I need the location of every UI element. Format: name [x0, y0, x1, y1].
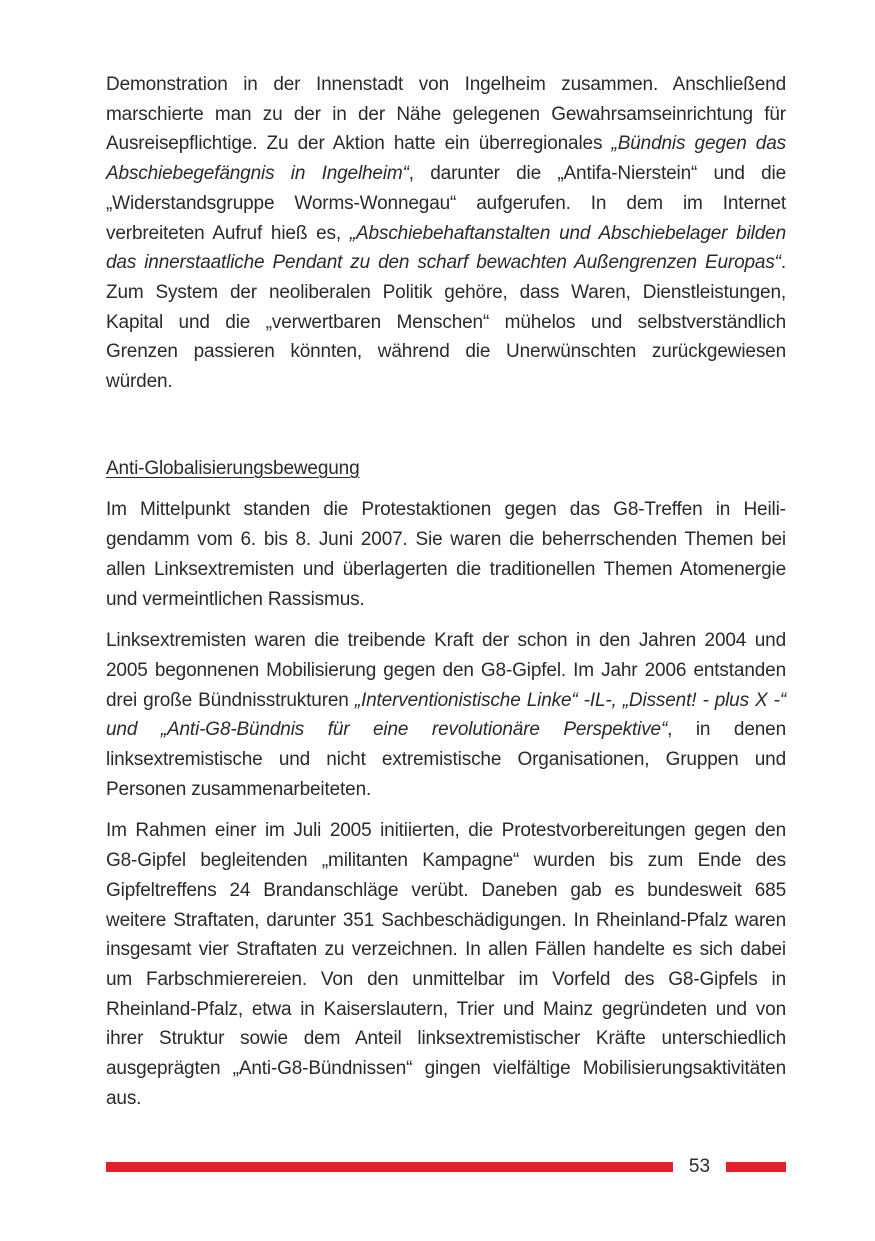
quote-buendnis: „Bündnis gegen das Abschiebegefängnis in Ingelheim“ — [106, 133, 786, 185]
paragraph-text: Linksextremisten waren die treibende Kraft der schon in den Jahren 2004 und 2005 begonnenen Mobilisierung gegen den G8-Gipfel. Im Jahr 2006 entstanden drei große Bündnisstrukturen — [106, 630, 786, 711]
paragraph-mobilisierung — [106, 626, 786, 804]
page-number: 53 — [688, 1156, 711, 1177]
footer-bar-right — [726, 1162, 786, 1172]
page-footer — [106, 1152, 786, 1182]
quote-buendnisstrukturen: „Interventionistische Linke“ -IL-, „Dissent! - plus X -“ und „Anti-G8-Bündnis für eine revolutionäre Perspektive“ — [106, 689, 786, 741]
paragraph-text: , in denen linksextremistische und nicht extremistische Organisationen, Gruppen und Personen zusammenarbeiteten. — [106, 719, 786, 800]
paragraph-militante-kampagne: Im Rahmen einer im Juli 2005 initiierten, die Protestvorbereitungen gegen den G8-Gipfel begleitenden „militanten Kampagne“ wurden bis zum Ende des Gipfeltreffens 24 Brandanschläge verübt. Daneben gab es bundesweit 685 weitere Straftaten, darunter 351 Sachbeschädigungen. In Rheinland-Pfalz waren insgesamt vier Straftaten zu verzeichnen. In allen Fällen handelte es sich dabei um Farbschmierereien. Von den unmittelbar im Vorfeld des G8-Gipfels in Rheinland-Pfalz, etwa in Kaiserslautern, Trier und Mainz gegründeten und von ihrer Struktur sowie dem Anteil linksextremistischer Kräfte unterschiedlich ausgeprägten „Anti-G8-Bündnissen“ gingen vielfältige Mobilisierungsaktivitäten aus. — [106, 820, 786, 1109]
section-spacer — [106, 409, 786, 454]
paragraph-ingelheim-demonstration — [106, 70, 786, 397]
paragraph-text: , darunter die „Antifa-Nierstein“ und die „Widerstandsgruppe Worms-Wonnegau“ aufgerufen. In dem im Internet verbreiteten Aufruf hieß es, — [106, 163, 786, 244]
quote-aufruf: „Abschiebehaftanstalten und Abschiebelager bilden das innerstaatliche Pendant zu den scharf bewachten Außengrenzen Europas“ — [106, 222, 786, 274]
section-heading: Anti-Globalisierungsbewegung — [106, 457, 360, 479]
paragraph-text: . Zum System der neoliberalen Politik gehöre, dass Waren, Dienstleistungen, Kapital und die „verwertbaren Menschen“ mühelos und selbstverständlich Grenzen passieren könnten, während die Unerwünschten zurückgewiesen würden. — [106, 252, 786, 393]
paragraph-text: Demonstration in der Innenstadt von Ingelheim zusammen. Anschließend marschierte man zu der in der Nähe gelegenen Gewahrsamseinrichtung für Ausreisepflichtige. Zu der Aktion hatte ein überregionales — [106, 74, 786, 155]
paragraph-g8-protests: Im Mittelpunkt standen die Protestaktionen gegen das G8-Treffen in Heiligendamm vom 6. bis 8. Juni 2007. Sie waren die beherrschenden Themen bei allen Linksextremisten und überlagerten die traditionellen Themen Atomenergie und vermeintlichen Rassismus. — [106, 499, 786, 610]
page-content — [106, 70, 786, 1126]
footer-bar-left — [106, 1162, 673, 1172]
